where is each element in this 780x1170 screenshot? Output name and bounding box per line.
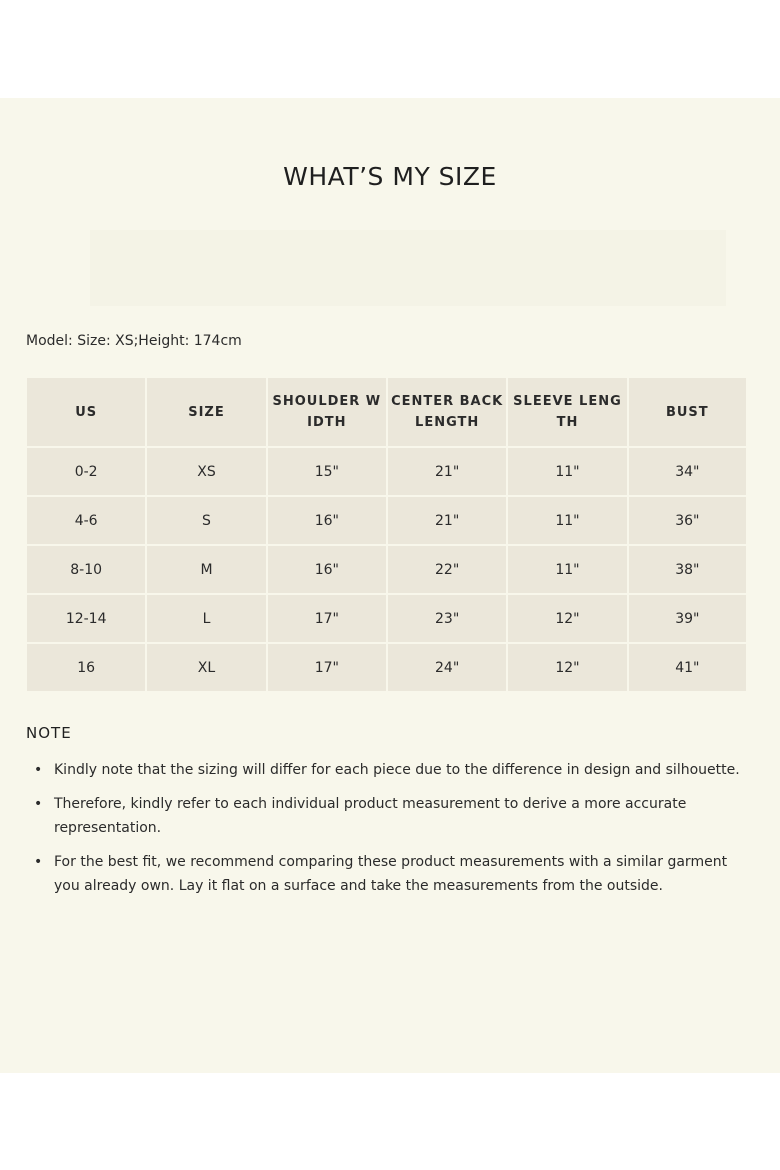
note-text: Kindly note that the sizing will differ for each piece due to the difference in design and silhouette. [54,762,740,778]
table-row [27,546,746,593]
list-item [26,792,756,840]
cell-bust: 38" [629,546,746,593]
cell-bust: 39" [629,595,746,642]
cell-sleeve-length: 11" [508,546,626,593]
cell-us: 16 [27,644,145,691]
bullet-icon: • [34,854,43,870]
cell-size: L [147,595,265,642]
table-row [27,644,746,691]
header-bust: BUST [629,378,746,446]
note-list [26,758,756,908]
cell-us: 0-2 [27,448,145,495]
cell-sleeve-length: 11" [508,497,626,544]
cell-sleeve-length: 12" [508,644,626,691]
cell-size: M [147,546,265,593]
cell-shoulder-width: 16" [268,546,386,593]
header-size: SIZE [147,378,265,446]
cell-sleeve-length: 12" [508,595,626,642]
cell-us: 4-6 [27,497,145,544]
cell-sleeve-length: 11" [508,448,626,495]
note-heading: NOTE [26,724,72,742]
cell-size: XS [147,448,265,495]
page-title: WHAT’S MY SIZE [283,162,497,191]
header-sleeve-length: SLEEVE LENGTH [508,378,626,446]
cell-bust: 41" [629,644,746,691]
size-guide-panel [0,98,780,1073]
note-text: For the best fit, we recommend comparing these product measurements with a similar garment you already own. Lay it flat on a surface and take the measurements from the outside. [54,854,728,894]
cell-bust: 36" [629,497,746,544]
header-us: US [27,378,145,446]
cell-center-back-length: 24" [388,644,506,691]
cell-shoulder-width: 16" [268,497,386,544]
cell-center-back-length: 21" [388,497,506,544]
table-row [27,448,746,495]
cell-size: S [147,497,265,544]
cell-bust: 34" [629,448,746,495]
faded-banner [90,230,726,306]
table-row [27,497,746,544]
cell-size: XL [147,644,265,691]
cell-center-back-length: 21" [388,448,506,495]
cell-center-back-length: 22" [388,546,506,593]
note-text: Therefore, kindly refer to each individual product measurement to derive a more accurate representation. [54,796,687,836]
cell-center-back-length: 23" [388,595,506,642]
cell-shoulder-width: 17" [268,644,386,691]
size-table [25,376,748,693]
table-header-row [27,378,746,446]
cell-shoulder-width: 17" [268,595,386,642]
header-center-back-length: CENTER BACK LENGTH [388,378,506,446]
header-shoulder-width: SHOULDER WIDTH [268,378,386,446]
cell-shoulder-width: 15" [268,448,386,495]
model-info: Model: Size: XS;Height: 174cm [26,333,242,349]
table-row [27,595,746,642]
bullet-icon: • [34,762,43,778]
cell-us: 12-14 [27,595,145,642]
bullet-icon: • [34,796,43,812]
list-item [26,758,756,782]
cell-us: 8-10 [27,546,145,593]
list-item [26,850,756,898]
